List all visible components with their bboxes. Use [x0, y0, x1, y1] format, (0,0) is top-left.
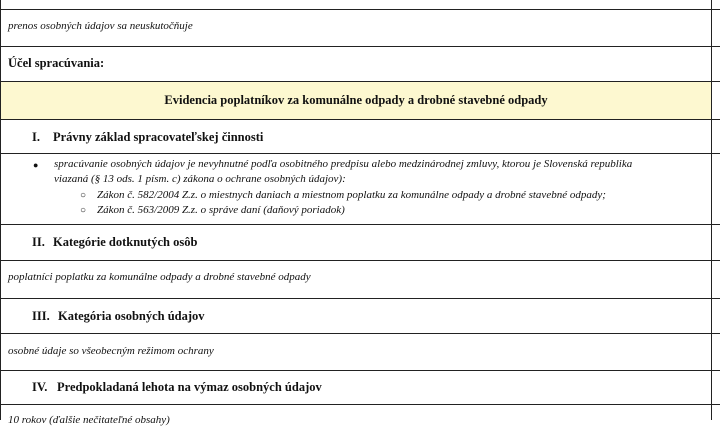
legal-basis-line2: viazaná (§ 13 ods. 1 písm. c) zákona o ochrane osobných údajov):	[54, 173, 346, 185]
section-iii-title: Kategória osobných údajov	[58, 309, 205, 323]
retention-text: 10 rokov (ďalšie nečitateľné obsahy)	[8, 414, 170, 426]
row-divider	[0, 224, 720, 225]
sub-bullet-icon: ○	[80, 190, 87, 201]
law-item: Zákon č. 563/2009 Z.z. o správe daní (daňový poriadok)	[97, 204, 345, 216]
legal-basis-line1: spracúvanie osobných údajov je nevyhnutné podľa osobitného predpisu alebo medzinárodnej zmluvy, ktorou je Slovenská republika	[54, 158, 633, 170]
row-divider	[0, 404, 720, 405]
section-iv-title: Predpokladaná lehota na výmaz osobných údajov	[57, 380, 322, 394]
section-iii-numeral: III.	[32, 309, 50, 323]
purpose-label: Účel spracúvania:	[8, 56, 105, 70]
bullet-icon: ●	[33, 160, 39, 170]
table-border-left	[0, 0, 1, 420]
row-divider	[0, 260, 720, 261]
section-ii-numeral: II.	[32, 235, 45, 249]
data-subjects: poplatníci poplatku za komunálne odpady a drobné stavebné odpady	[8, 271, 311, 283]
section-ii-title: Kategórie dotknutých osôb	[53, 235, 198, 249]
row-divider	[0, 119, 720, 120]
section-i-numeral: I.	[32, 130, 40, 144]
row-divider	[0, 298, 720, 299]
row-divider	[0, 333, 720, 334]
row-divider	[0, 46, 720, 47]
row-divider	[0, 370, 720, 371]
sub-bullet-icon: ○	[80, 205, 87, 216]
law-item: Zákon č. 582/2004 Z.z. o miestnych daniach a miestnom poplatku za komunálne odpady a drobné stavebné odpady;	[97, 189, 606, 201]
data-category: osobné údaje so všeobecným režimom ochrany	[8, 345, 214, 357]
row-divider	[0, 153, 720, 154]
transfer-note: prenos osobných údajov sa neuskutočňuje	[8, 20, 193, 32]
row-divider	[0, 9, 720, 10]
purpose-title: Evidencia poplatníkov za komunálne odpady a drobné stavebné odpady	[164, 93, 548, 107]
section-iv-numeral: IV.	[32, 380, 48, 394]
section-i-title: Právny základ spracovateľskej činnosti	[53, 130, 264, 144]
